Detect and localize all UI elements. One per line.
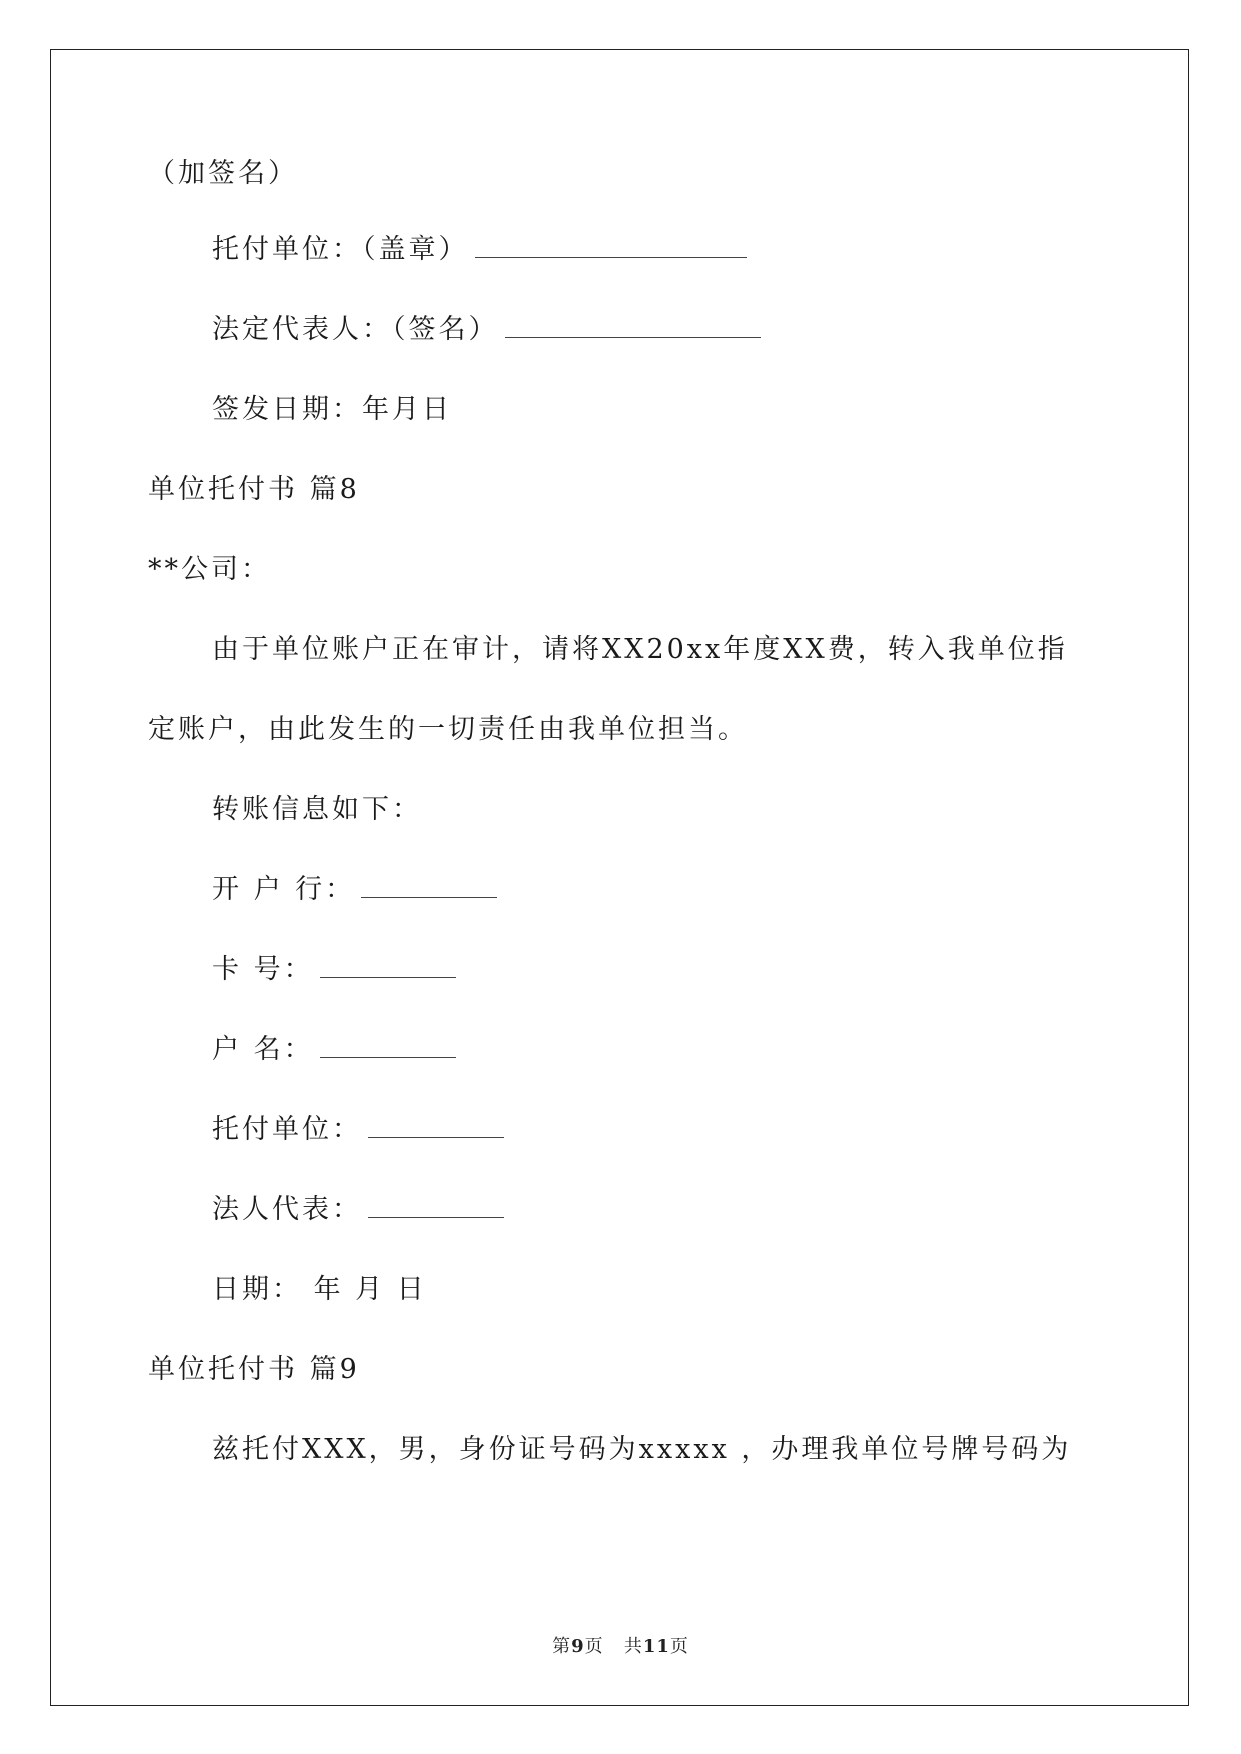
entrust-unit-seal-blank: [475, 233, 747, 258]
body-paragraph-9-line-1: 兹托付XXX，男，身份证号码为xxxxx ，办理我单位号牌号码为: [212, 1434, 1072, 1465]
account-name-blank: [320, 1033, 456, 1058]
legal-rep-sign-line: [212, 310, 761, 350]
legal-person-line: [212, 1190, 504, 1230]
issue-date: 签发日期：年月日: [212, 394, 452, 425]
legal-person-blank: [368, 1193, 504, 1218]
footer-total-prefix: 共: [623, 1636, 643, 1657]
footer-prefix: 第: [552, 1636, 572, 1657]
entrust-unit-blank: [368, 1113, 504, 1138]
legal-rep-sign-label: 法定代表人：（签名）: [212, 314, 499, 345]
current-page-number: 9: [571, 1636, 585, 1657]
sign-note: （加签名）: [148, 158, 298, 189]
transfer-info-heading: 转账信息如下：: [212, 794, 422, 825]
body-paragraph-8-line-2: 定账户，由此发生的一切责任由我单位担当。: [148, 714, 748, 745]
card-number-blank: [320, 953, 456, 978]
entrust-unit-line: [212, 1110, 504, 1150]
bank-line: [212, 870, 497, 910]
entrust-unit-label: 托付单位：: [212, 1114, 362, 1145]
entrust-unit-seal-label: 托付单位：（盖章）: [212, 234, 469, 265]
card-number-label: 卡 号：: [212, 954, 314, 985]
account-name-label: 户 名：: [212, 1034, 314, 1065]
section-heading-9: 单位托付书 篇9: [148, 1354, 360, 1385]
total-page-count: 11: [642, 1636, 670, 1657]
body-paragraph-8-line-1: 由于单位账户正在审计，请将XX20xx年度XX费，转入我单位指: [212, 634, 1068, 665]
legal-person-label: 法人代表：: [212, 1194, 362, 1225]
company-salutation: **公司：: [148, 554, 271, 585]
legal-rep-sign-blank: [505, 313, 761, 338]
card-number-line: [212, 950, 456, 990]
account-name-line: [212, 1030, 456, 1070]
page-footer: [0, 1632, 1241, 1658]
bank-blank: [361, 873, 497, 898]
date-line: 日期： 年 月 日: [212, 1274, 427, 1305]
footer-page-suffix: 页: [584, 1636, 604, 1657]
bank-label: 开 户 行：: [212, 874, 356, 905]
footer-total-suffix: 页: [669, 1636, 689, 1657]
entrust-unit-seal-line: [212, 230, 747, 270]
section-heading-8: 单位托付书 篇8: [148, 474, 360, 505]
